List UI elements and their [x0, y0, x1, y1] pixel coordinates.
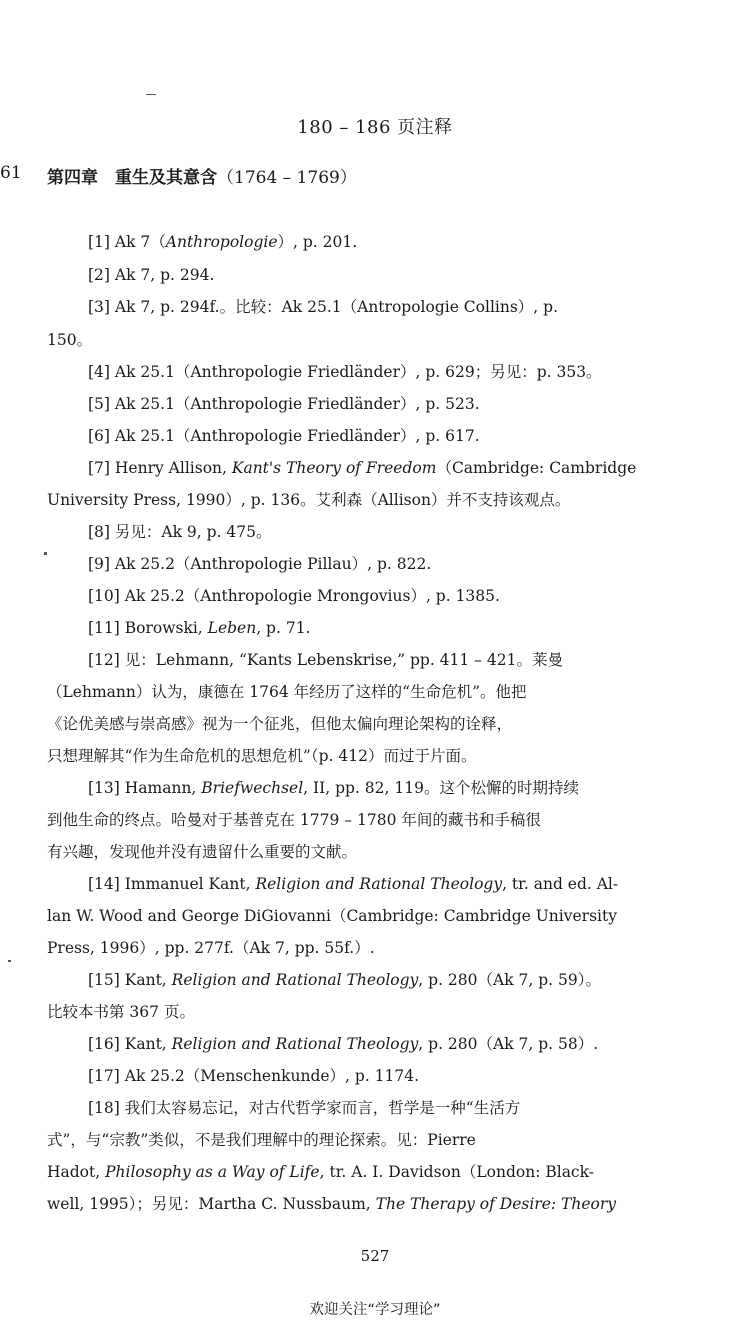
note-13-cont-1: 到他生命的终点。哈曼对于基普克在 1779 – 1780 年间的藏书和手稿很 — [47, 811, 541, 829]
note-11: [11] Borowski, Leben, p. 71. — [88, 619, 311, 637]
footer-watermark: 欢迎关注“学习理论” — [309, 1302, 441, 1318]
note-3: [3] Ak 7, p. 294f.。比较：Ak 25.1（Antropologie Collins）, p. — [88, 298, 559, 316]
note-2: [2] Ak 7, p. 294. — [88, 266, 215, 284]
scan-mark — [44, 552, 47, 555]
note-7-cont: University Press, 1990）, p. 136。艾利森（Allison）并不支持该观点。 — [47, 491, 571, 509]
note-13-cont-2: 有兴趣，发现他并没有遗留什么重要的文献。 — [47, 843, 358, 861]
note-17: [17] Ak 25.2（Menschenkunde）, p. 1174. — [88, 1067, 420, 1085]
page-number: 527 — [360, 1247, 390, 1265]
note-10: [10] Ak 25.2（Anthropologie Mrongovius）, p. 1385. — [88, 587, 500, 605]
chapter-range: （1764 – 1769） — [217, 168, 357, 188]
note-13: [13] Hamann, Briefwechsel, II, pp. 82, 119。这个松懈的时期持续 — [88, 779, 579, 797]
note-6: [6] Ak 25.1（Anthropologie Friedländer）, p. 617. — [88, 427, 480, 445]
note-15: [15] Kant, Religion and Rational Theology, p. 280（Ak 7, p. 59）。 — [88, 971, 601, 989]
note-18-cont-3: well, 1995）；另见：Martha C. Nussbaum, The Therapy of Desire: Theory — [47, 1195, 617, 1213]
note-3-cont: 150。 — [47, 331, 93, 349]
note-8: [8] 另见：Ak 9, p. 475。 — [88, 523, 272, 541]
note-4: [4] Ak 25.1（Anthropologie Friedländer）, p. 629；另见：p. 353。 — [88, 363, 602, 381]
chapter-title — [47, 163, 357, 188]
note-14-cont-1: lan W. Wood and George DiGiovanni（Cambridge: Cambridge University — [47, 907, 617, 925]
note-5: [5] Ak 25.1（Anthropologie Friedländer）, p. 523. — [88, 395, 480, 413]
note-18-cont-1: 式”，与“宗教”类似，不是我们理解中的理论探索。见：Pierre — [47, 1131, 476, 1149]
note-16: [16] Kant, Religion and Rational Theology, p. 280（Ak 7, p. 58）. — [88, 1035, 599, 1053]
scan-mark — [146, 94, 156, 95]
chapter-title-text: 第四章 重生及其意含 — [47, 168, 217, 188]
note-12-cont-2: 《论优美感与崇高感》视为一个征兆，但他太偏向理论架构的诠释， — [47, 715, 513, 733]
note-18: [18] 我们太容易忘记，对古代哲学家而言，哲学是一种“生活方 — [88, 1099, 521, 1117]
note-9: [9] Ak 25.2（Anthropologie Pillau）, p. 822. — [88, 555, 432, 573]
note-14: [14] Immanuel Kant, Religion and Rational Theology, tr. and ed. Al- — [88, 875, 619, 893]
scan-mark — [8, 960, 11, 962]
note-12-cont-3: 只想理解其“作为生命危机的思想危机”（p. 412）而过于片面。 — [47, 747, 477, 765]
note-12-cont-1: （Lehmann）认为，康德在 1764 年经历了这样的“生命危机”。他把 — [47, 683, 527, 701]
note-15-cont: 比较本书第 367 页。 — [47, 1003, 195, 1021]
chapter-number: 61 — [0, 163, 22, 183]
note-1: [1] Ak 7（Anthropologie）, p. 201. — [88, 233, 358, 251]
note-14-cont-2: Press, 1996）, pp. 277f.（Ak 7, pp. 55f.）. — [47, 939, 375, 957]
page-header: 180 – 186 页注释 — [297, 117, 453, 138]
note-12: [12] 见：Lehmann, “Kants Lebenskrise,” pp. 411 – 421。莱曼 — [88, 651, 563, 669]
note-7: [7] Henry Allison, Kant's Theory of Freedom（Cambridge: Cambridge — [88, 459, 637, 477]
note-18-cont-2: Hadot, Philosophy as a Way of Life, tr. A. I. Davidson（London: Black- — [47, 1163, 594, 1181]
